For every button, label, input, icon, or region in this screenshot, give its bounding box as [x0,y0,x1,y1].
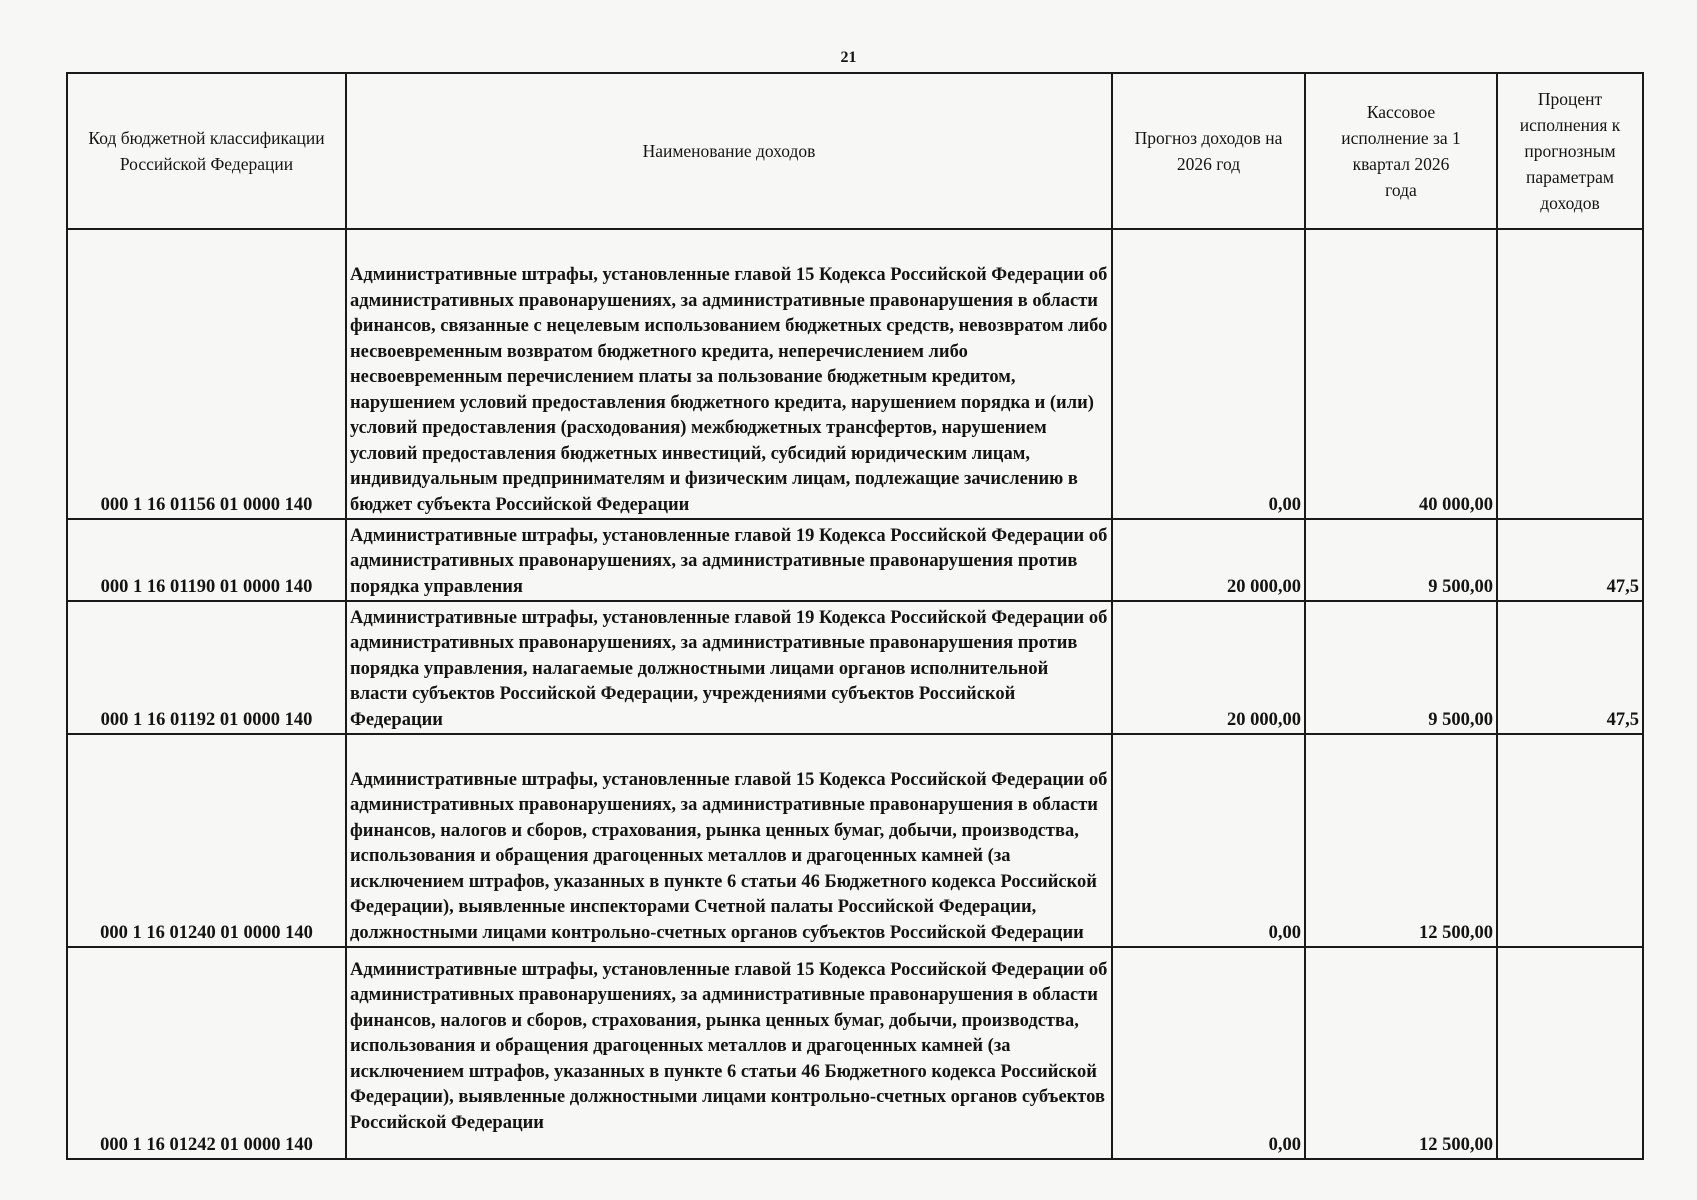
row-name: Административные штрафы, установленные главой 19 Кодекса Российской Федерации об административных правонарушениях, за административные правонарушения против порядка управления [346,519,1112,601]
row-code: 000 1 16 01156 01 0000 140 [67,229,346,519]
row-percent [1497,734,1643,947]
header-name: Наименование доходов [346,73,1112,229]
revenue-table [66,72,1644,1160]
row-forecast: 0,00 [1112,947,1305,1159]
row-forecast: 0,00 [1112,229,1305,519]
row-code: 000 1 16 01242 01 0000 140 [67,947,346,1159]
row-execution: 12 500,00 [1305,947,1497,1159]
header-execution: Кассовое исполнение за 1 квартал 2026 года [1305,73,1497,229]
row-forecast: 0,00 [1112,734,1305,947]
page-number: 21 [840,49,857,66]
row-percent [1497,229,1643,519]
row-code: 000 1 16 01240 01 0000 140 [67,734,346,947]
row-execution: 40 000,00 [1305,229,1497,519]
table-row [67,734,1643,947]
row-percent: 47,5 [1497,519,1643,601]
row-execution: 12 500,00 [1305,734,1497,947]
row-forecast: 20 000,00 [1112,519,1305,601]
table-row [67,519,1643,601]
table-row [67,229,1643,519]
header-forecast: Прогноз доходов на 2026 год [1112,73,1305,229]
header-percent: Процент исполнения к прогнозным параметрам доходов [1497,73,1643,229]
header-code: Код бюджетной классификации Российской Федерации [67,73,346,229]
row-code: 000 1 16 01192 01 0000 140 [67,601,346,734]
table-row [67,601,1643,734]
row-code: 000 1 16 01190 01 0000 140 [67,519,346,601]
row-name: Административные штрафы, установленные главой 15 Кодекса Российской Федерации об административных правонарушениях, за административные правонарушения в области финансов, налогов и сборов, страхования, рынка ценных бумаг, добычи, производства, использования и обращения драгоценных металлов и драгоценных камней (за исключением штрафов, указанных в пункте 6 статьи 46 Бюджетного кодекса Российской Федерации), выявленные должностными лицами контрольно-счетных органов субъектов Российской Федерации [346,947,1112,1159]
row-percent: 47,5 [1497,601,1643,734]
row-execution: 9 500,00 [1305,519,1497,601]
table-header-row [67,73,1643,229]
row-name: Административные штрафы, установленные главой 19 Кодекса Российской Федерации об административных правонарушениях, за административные правонарушения против порядка управления, налагаемые должностными лицами органов исполнительной власти субъектов Российской Федерации, учреждениями субъектов Российской Федерации [346,601,1112,734]
row-percent [1497,947,1643,1159]
row-execution: 9 500,00 [1305,601,1497,734]
row-name: Административные штрафы, установленные главой 15 Кодекса Российской Федерации об административных правонарушениях, за административные правонарушения в области финансов, налогов и сборов, страхования, рынка ценных бумаг, добычи, производства, использования и обращения драгоценных металлов и драгоценных камней (за исключением штрафов, указанных в пункте 6 статьи 46 Бюджетного кодекса Российской Федерации), выявленные инспекторами Счетной палаты Российской Федерации, должностными лицами контрольно-счетных органов субъектов Российской Федерации [346,734,1112,947]
row-name: Административные штрафы, установленные главой 15 Кодекса Российской Федерации об административных правонарушениях, за административные правонарушения в области финансов, связанные с нецелевым использованием бюджетных средств, невозвратом либо несвоевременным возвратом бюджетного кредита, неперечислением либо несвоевременным перечислением платы за пользование бюджетным кредитом, нарушением условий предоставления бюджетного кредита, нарушением порядка и (или) условий предоставления (расходования) межбюджетных трансфертов, нарушением условий предоставления бюджетных инвестиций, субсидий юридическим лицам, индивидуальным предпринимателям и физическим лицам, подлежащие зачислению в бюджет субъекта Российской Федерации [346,229,1112,519]
row-forecast: 20 000,00 [1112,601,1305,734]
table-row [67,947,1643,1159]
